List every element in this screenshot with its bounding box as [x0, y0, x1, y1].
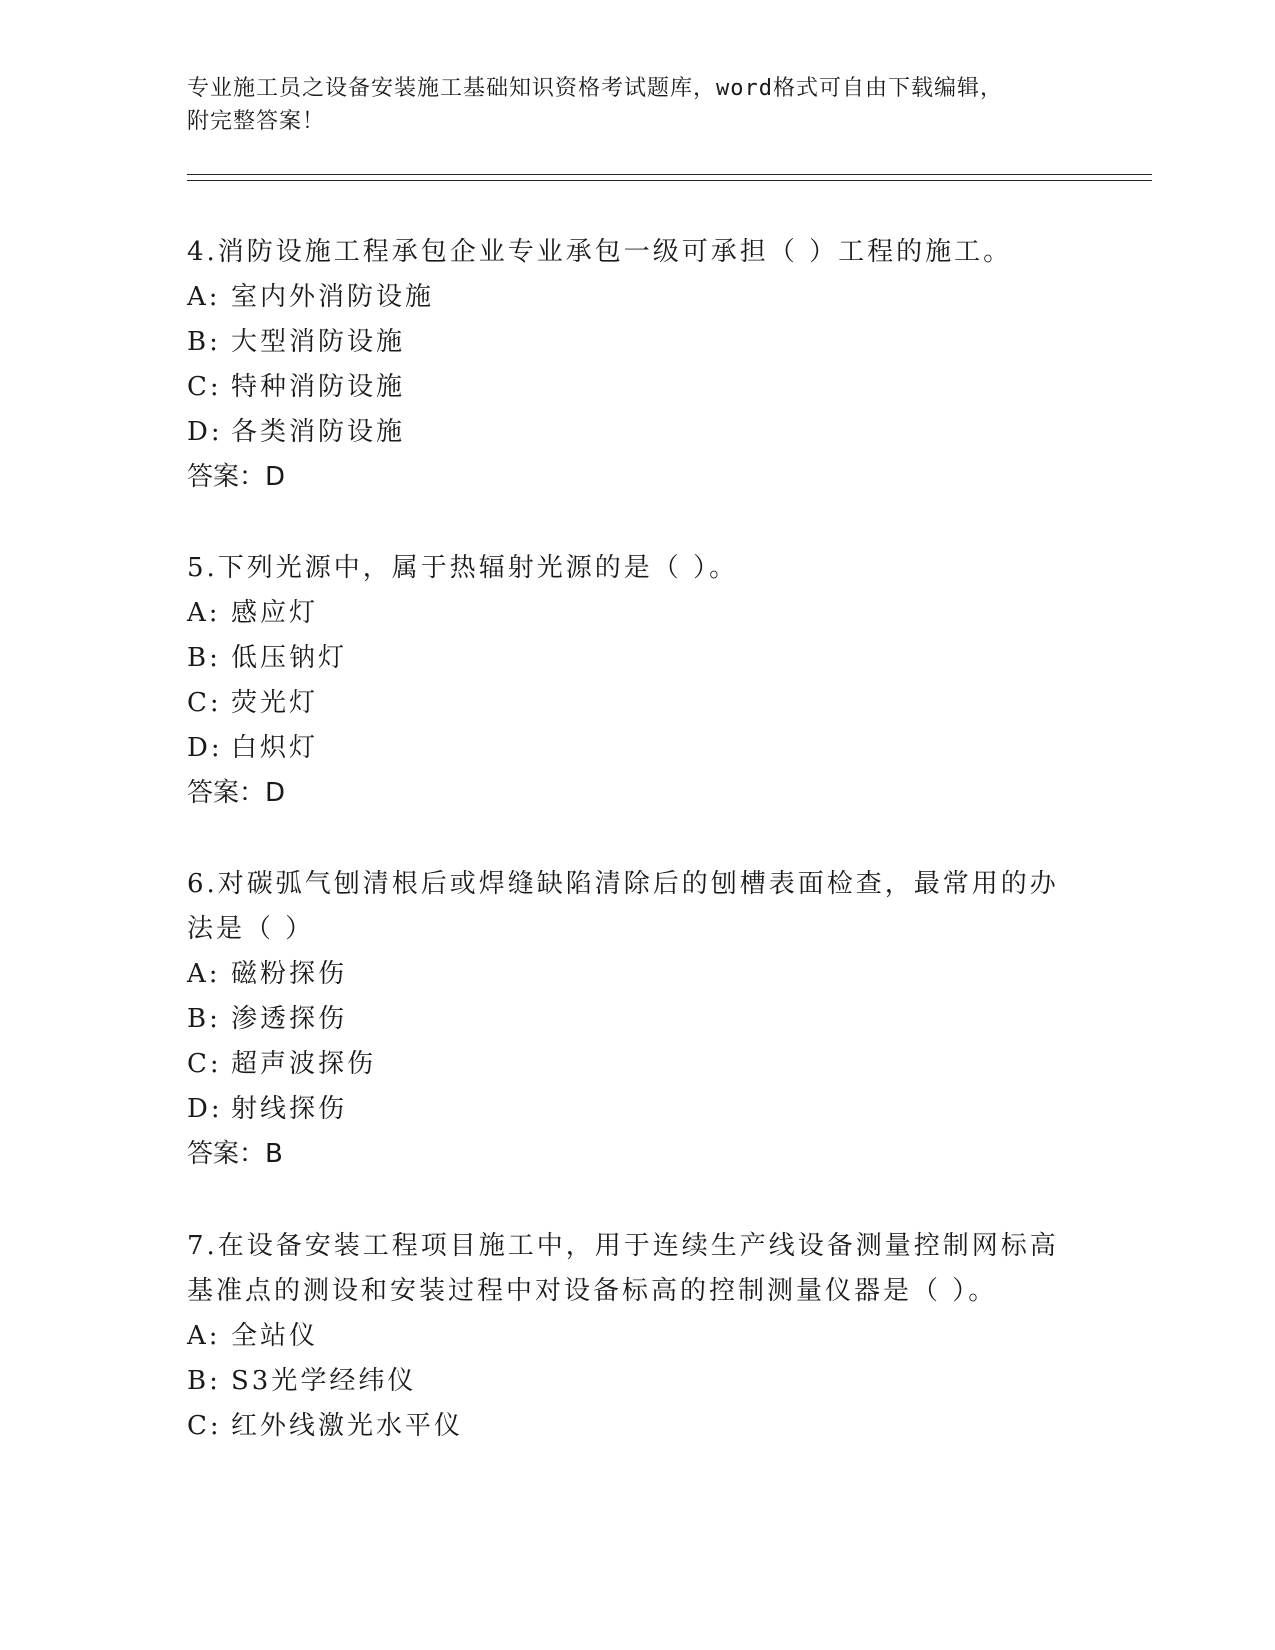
question-stem: 4.消防设施工程承包企业专业承包一级可承担（ ）工程的施工。 [187, 237, 1013, 267]
option-b: B: 大型消防设施 [187, 327, 406, 357]
question-6 [187, 862, 1067, 1177]
option-a: A: 全站仪 [187, 1321, 319, 1351]
option-c: C: 超声波探伤 [187, 1049, 377, 1079]
header-line-1: 专业施工员之设备安装施工基础知识资格考试题库，word格式可自由下载编辑， [187, 76, 1003, 101]
question-stem: 5.下列光源中，属于热辐射光源的是（ ）。 [187, 553, 739, 583]
option-b: B: 渗透探伤 [187, 1004, 348, 1034]
question-stem: 7.在设备安装工程项目施工中，用于连续生产线设备测量控制网标高基准点的测设和安装过程中对设备标高的控制测量仪器是（ ）。 [187, 1231, 1059, 1306]
header-rule-bottom [187, 180, 1152, 181]
answer: 答案：B [187, 1139, 283, 1169]
option-a: A: 感应灯 [187, 598, 319, 628]
header-rule-top [187, 174, 1152, 175]
option-b: B: S3光学经纬仪 [187, 1366, 417, 1396]
option-d: D: 各类消防设施 [187, 417, 406, 447]
option-c: C: 红外线激光水平仪 [187, 1411, 464, 1441]
option-c: C: 荧光灯 [187, 688, 319, 718]
document-header [187, 72, 1067, 138]
option-a: A: 磁粉探伤 [187, 959, 348, 989]
option-a: A: 室内外消防设施 [187, 282, 435, 312]
option-c: C: 特种消防设施 [187, 372, 406, 402]
option-d: D: 白炽灯 [187, 733, 319, 763]
header-line-2: 附完整答案！ [187, 109, 326, 134]
option-d: D: 射线探伤 [187, 1094, 348, 1124]
question-4 [187, 230, 1087, 500]
option-b: B: 低压钠灯 [187, 643, 348, 673]
question-5 [187, 546, 1087, 816]
answer: 答案：D [187, 462, 286, 492]
question-stem: 6.对碳弧气刨清根后或焊缝缺陷清除后的刨槽表面检查，最常用的办法是（ ） [187, 869, 1059, 944]
question-7 [187, 1224, 1067, 1449]
answer: 答案：D [187, 778, 286, 808]
